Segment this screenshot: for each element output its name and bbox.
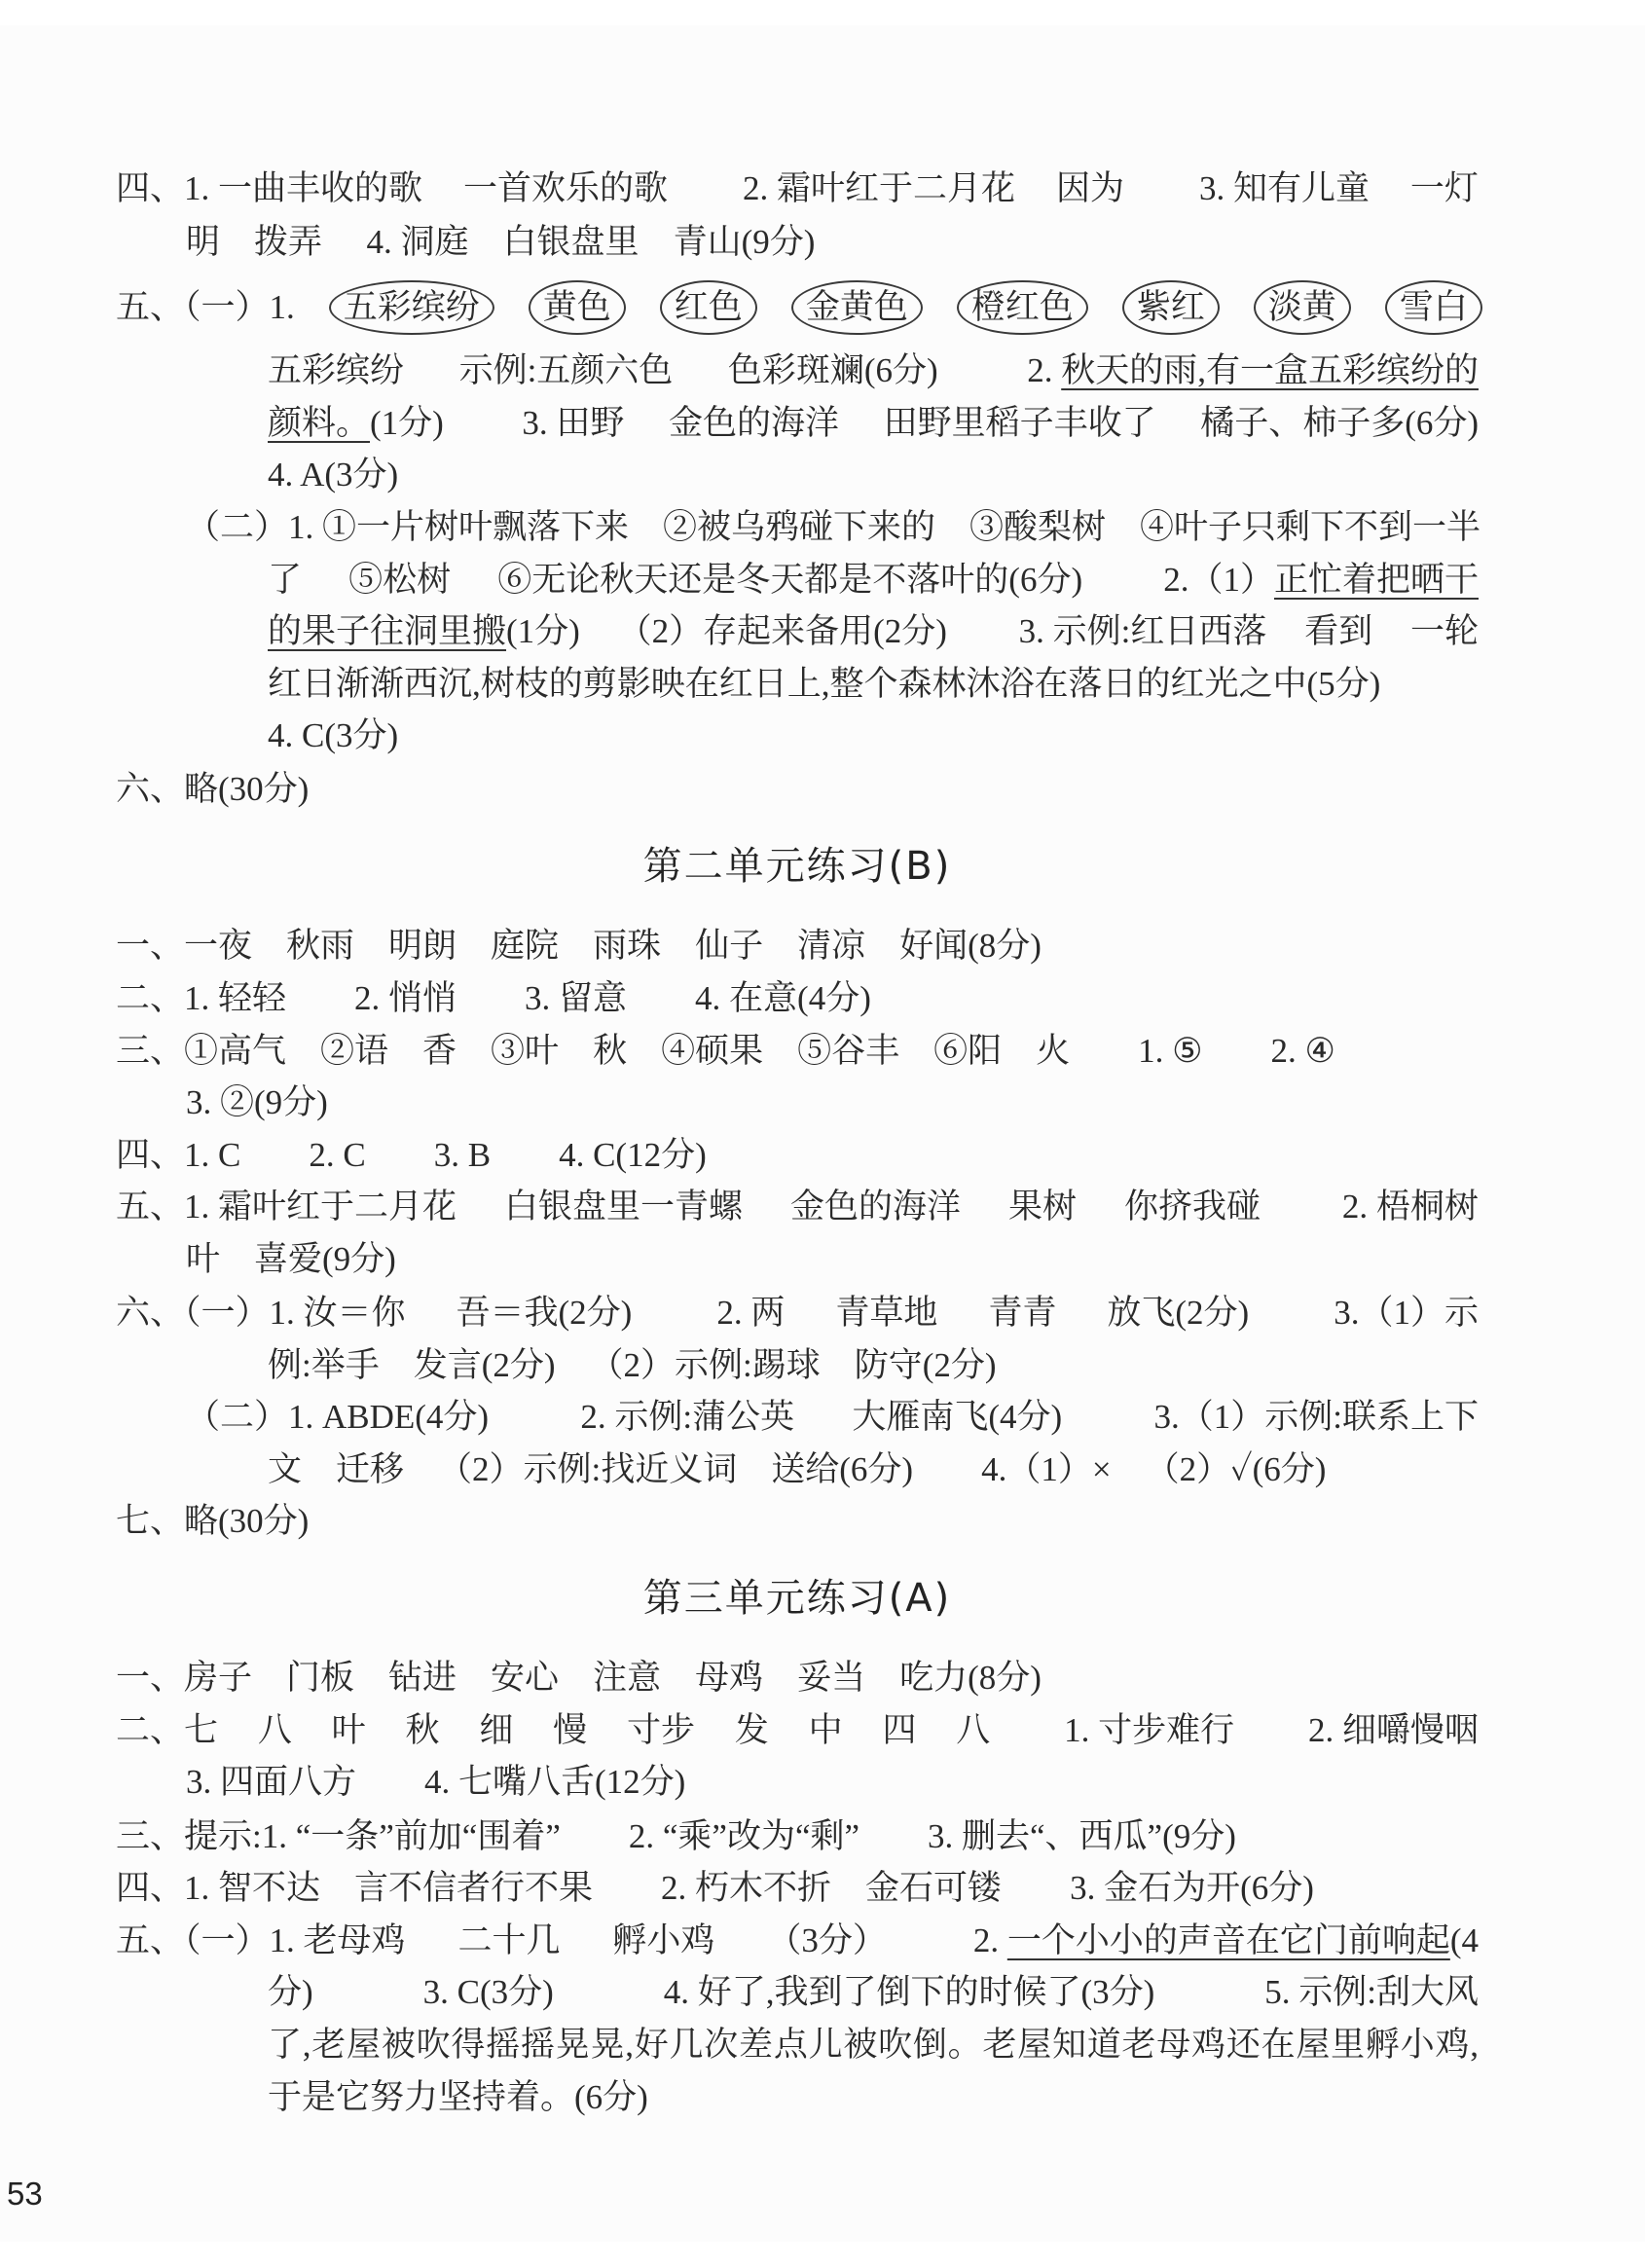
answer-line — [268, 610, 1479, 653]
answer-text: 4.（1）× — [981, 1450, 1112, 1488]
answer-line — [116, 768, 1479, 811]
answer-text: 寸步 — [626, 1711, 695, 1749]
answer-text: 2. 朽木不折 — [661, 1869, 832, 1907]
answer-text: 示例:五颜六色 — [458, 351, 674, 389]
answer-text: 安心 — [491, 1659, 560, 1697]
answer-text: 2. “乘”改为“剩” — [628, 1817, 860, 1855]
answer-item — [1027, 349, 1479, 392]
underlined-answer: 的果子往洞里搬 — [268, 612, 507, 650]
answer-line — [116, 1500, 1479, 1543]
answer-item — [1163, 559, 1479, 602]
answer-text: 4. A(3分) — [268, 456, 399, 494]
answer-text: 五、1. 霜叶红于二月花 — [116, 1188, 457, 1225]
page-number: 53 — [7, 2176, 43, 2212]
answer-text: 3. 知有儿童 — [1198, 169, 1370, 207]
answer-text: ③酸梨树 — [969, 508, 1107, 546]
answer-line — [186, 1081, 1479, 1124]
answer-text: 三、提示:1. “一条”前加“围着” — [116, 1817, 561, 1855]
answer-text: 3. 金石为开(6分) — [1070, 1869, 1314, 1907]
circled-word: 金黄色 — [791, 280, 923, 335]
answer-text: 火 — [1036, 1032, 1071, 1070]
answer-line — [116, 925, 1479, 968]
answer-line — [116, 286, 1479, 329]
answer-text: ④叶子只剩下不到一半 — [1140, 508, 1481, 546]
answer-text: 3. 删去“、西瓜”(9分) — [928, 1817, 1236, 1855]
answer-text: (1分) — [506, 612, 580, 650]
answer-text: 3. C(3分) — [422, 1973, 554, 2011]
answer-text: 4. C(12分) — [559, 1136, 707, 1174]
answer-text: 1. 寸步难行 — [1064, 1711, 1235, 1749]
answer-text: 一轮 — [1409, 612, 1479, 650]
circled-word: 黄色 — [529, 280, 626, 335]
answer-text: 青青 — [988, 1294, 1057, 1332]
answer-text: 2. 霜叶红于二月花 — [742, 169, 1015, 207]
answer-text: （3分） — [767, 1921, 887, 1959]
answer-text: 妥当 — [797, 1659, 866, 1697]
circled-word: 雪白 — [1385, 280, 1482, 335]
answer-line — [186, 1396, 1479, 1439]
answer-text: ⑥无论秋天还是冬天都是不落叶的(6分) — [497, 561, 1083, 599]
answer-text: 秋 — [593, 1032, 628, 1070]
answer-text: 母鸡 — [695, 1659, 764, 1697]
answer-text: 白银盘里 — [502, 223, 640, 261]
answer-line — [268, 454, 1479, 496]
answer-line — [186, 1761, 1479, 1804]
answer-text: （2）✓(6分) — [1145, 1450, 1327, 1488]
answer-item — [973, 1920, 1479, 1962]
circled-word: 橙红色 — [957, 280, 1088, 335]
answer-text: 金色的海洋 — [789, 1188, 961, 1225]
answer-item — [268, 610, 580, 653]
answer-text: （二）1. ①一片树叶飘落下来 — [186, 508, 630, 546]
answer-text: 了 — [268, 561, 303, 599]
answer-text: ④硕果 — [661, 1032, 764, 1070]
answer-text: 田野里稻子丰收了 — [883, 404, 1156, 442]
answer-line — [116, 1815, 1479, 1858]
answer-text: 2. 细嚼慢咽 — [1307, 1711, 1479, 1749]
answer-text: 4. C(3分) — [268, 716, 399, 754]
answer-text: (1分) — [370, 404, 444, 442]
answer-text: 三、①高气 — [116, 1032, 287, 1070]
answer-text: 仙子 — [695, 927, 764, 965]
underlined-answer: 秋天的雨,有一盒五彩缤纷的 — [1061, 351, 1479, 389]
answer-text: 四、1. 一曲丰收的歌 — [116, 169, 423, 207]
answer-text: （2）示例:找近义词 — [438, 1450, 738, 1488]
answer-text: 四、1. 智不达 — [116, 1869, 321, 1907]
answer-text: 3.（1）示 — [1334, 1294, 1479, 1332]
answer-line — [116, 1292, 1479, 1335]
answer-text: 门板 — [286, 1659, 355, 1697]
answer-line — [268, 663, 1479, 706]
unit-title: 第三单元练习(A) — [642, 1576, 952, 1621]
underlined-answer: 正忙着把晒干 — [1273, 561, 1479, 599]
answer-text: 吃力(8分) — [899, 1659, 1042, 1697]
answer-text: 迁移 — [336, 1450, 405, 1488]
answer-text: 白银盘里一青螺 — [503, 1188, 743, 1225]
answer-text: 一、房子 — [116, 1659, 253, 1697]
answer-text: 庭院 — [491, 927, 560, 965]
answer-text: 大雁南飞(4分) — [852, 1398, 1063, 1436]
answer-text: 你挤我碰 — [1123, 1188, 1261, 1225]
answer-line — [116, 1709, 1479, 1752]
circled-word: 红色 — [660, 280, 757, 335]
answer-text: 5. 示例:刮大风 — [1264, 1973, 1479, 2011]
answer-text: 叶 — [186, 1240, 221, 1278]
answer-text: 2. 示例:蒲公英 — [580, 1398, 795, 1436]
answer-text: 2. ④ — [1270, 1032, 1335, 1070]
answer-text: 发 — [734, 1711, 769, 1749]
answer-line — [268, 559, 1479, 602]
answer-text: 孵小鸡 — [612, 1921, 715, 1959]
answer-text: 注意 — [593, 1659, 662, 1697]
answer-line — [116, 1186, 1479, 1228]
answer-text: ⑤谷丰 — [797, 1032, 900, 1070]
answer-text: 六、（一）1. 汝＝你 — [116, 1294, 406, 1332]
answer-text: 放飞(2分) — [1107, 1294, 1250, 1332]
answer-line — [186, 1238, 1479, 1281]
answer-text: 清凉 — [797, 927, 866, 965]
answer-text: 4. 洞庭 — [366, 223, 469, 261]
answer-text: 慢 — [553, 1711, 588, 1749]
scan-margin-top — [0, 0, 1645, 25]
answer-text: 青山(9分) — [673, 223, 816, 261]
answer-line — [268, 714, 1479, 757]
answer-line — [116, 977, 1479, 1020]
answer-text: 因为 — [1055, 169, 1124, 207]
answer-text: 3.（1）示例:联系上下 — [1153, 1398, 1479, 1436]
answer-text: 一首欢乐的歌 — [462, 169, 668, 207]
answer-text: （二）1. ABDE(4分) — [186, 1398, 490, 1436]
answer-text: 中 — [808, 1711, 843, 1749]
answer-line — [116, 1920, 1479, 1962]
answer-line — [268, 1344, 1479, 1387]
answer-text: 好闻(8分) — [899, 927, 1042, 965]
answer-text: 秋 — [405, 1711, 440, 1749]
answer-text: 例:举手 — [268, 1346, 380, 1384]
answer-text: 叶 — [331, 1711, 366, 1749]
answer-text: 七、略(30分) — [116, 1502, 310, 1540]
answer-text: （2）示例:踢球 — [589, 1346, 821, 1384]
answer-text: 4. 七嘴八舌(12分) — [424, 1763, 686, 1801]
answer-text: 4. 在意(4分) — [695, 979, 871, 1017]
answer-text: （2）存起来备用(2分) — [617, 612, 947, 650]
answer-text: 分) — [268, 1973, 313, 2011]
answer-line — [116, 167, 1479, 210]
underlined-answer: 颜料。 — [268, 404, 371, 442]
answer-text: 于是它努力坚持着。(6分) — [268, 2078, 648, 2116]
answer-text: 秋雨 — [286, 927, 355, 965]
unit-title: 第二单元练习(B) — [642, 844, 952, 889]
answer-text: 钻进 — [388, 1659, 457, 1697]
answer-item — [268, 402, 444, 445]
answer-text: 1. ⑤ — [1138, 1032, 1203, 1070]
answer-line — [268, 349, 1479, 392]
answer-text: 二、1. 轻轻 — [116, 979, 287, 1017]
answer-text: (4 — [1449, 1921, 1479, 1959]
answer-text: 言不信者行不果 — [354, 1869, 594, 1907]
answer-text: 八 — [257, 1711, 292, 1749]
answer-text: 吾＝我(2分) — [456, 1294, 633, 1332]
answer-text: 送给(6分) — [771, 1450, 914, 1488]
scan-margin-bottom — [0, 2242, 1645, 2268]
answer-text: 3. 四面八方 — [186, 1763, 357, 1801]
answer-text: ③叶 — [491, 1032, 560, 1070]
answer-text: 八 — [956, 1711, 991, 1749]
answer-text: 一、一夜 — [116, 927, 253, 965]
answer-text: 3. 留意 — [525, 979, 628, 1017]
circled-word: 紫红 — [1122, 280, 1220, 335]
answer-text: 2.（1） — [1163, 561, 1274, 599]
answer-text: 六、略(30分) — [116, 770, 310, 808]
answer-text: 3. 田野 — [522, 404, 625, 442]
answer-text: 果树 — [1007, 1188, 1077, 1225]
answer-text: 文 — [268, 1450, 303, 1488]
answer-line — [116, 1657, 1479, 1700]
answer-line — [268, 2024, 1479, 2067]
answer-text: 五彩缤纷 — [268, 351, 405, 389]
answer-line — [268, 2076, 1479, 2119]
answer-text: 2. — [1027, 351, 1062, 389]
answer-text: 色彩斑斓(6分) — [727, 351, 938, 389]
answer-text: 明朗 — [388, 927, 457, 965]
answer-text: 2. 梧桐树 — [1341, 1188, 1479, 1225]
answer-line — [268, 1448, 1479, 1491]
answer-text: 雨珠 — [593, 927, 662, 965]
circled-word: 五彩缤纷 — [329, 280, 494, 335]
answer-text: 四 — [882, 1711, 917, 1749]
answer-text: 防守(2分) — [854, 1346, 997, 1384]
answer-text: 一灯 — [1409, 169, 1479, 207]
answer-text: 橘子、柿子多(6分) — [1200, 404, 1479, 442]
underlined-answer: 一个小小的声音在它门前响起 — [1006, 1921, 1450, 1959]
answer-text: 4. 好了,我到了倒下的时候了(3分) — [663, 1973, 1155, 2011]
answer-text: 五、（一）1. 老母鸡 — [116, 1921, 406, 1959]
answer-text: 3. 示例:红日西落 — [1018, 612, 1267, 650]
answer-line — [116, 1134, 1479, 1177]
answer-text: 二、七 — [116, 1711, 219, 1749]
answer-text: 发言(2分) — [413, 1346, 556, 1384]
answer-text: ⑥阳 — [933, 1032, 1003, 1070]
answer-text: 2. 两 — [716, 1294, 786, 1332]
circled-word: 淡黄 — [1254, 280, 1351, 335]
answer-line — [186, 506, 1479, 549]
answer-text: 2. C — [309, 1136, 366, 1174]
answer-text: 2. 悄悄 — [354, 979, 457, 1017]
answer-text: 喜爱(9分) — [254, 1240, 396, 1278]
answer-text: 四、1. C — [116, 1136, 241, 1174]
answer-text: 五、（一）1. — [116, 288, 295, 326]
answer-text: 二十几 — [457, 1921, 561, 1959]
answer-text: 红日渐渐西沉,树枝的剪影映在红日上,整个森林沐浴在落日的红光之中(5分) — [268, 665, 1381, 703]
answer-text: 香 — [422, 1032, 457, 1070]
answer-text: 青草地 — [835, 1294, 938, 1332]
answer-text: 3. B — [433, 1136, 492, 1174]
answer-line — [116, 1867, 1479, 1910]
answer-text: 3. ②(9分) — [186, 1083, 328, 1121]
answer-text: 金石可镂 — [865, 1869, 1003, 1907]
answer-text: 了,老屋被吹得摇摇晃晃,好几次差点儿被吹倒。老屋知道老母鸡还在屋里孵小鸡, — [268, 2026, 1479, 2064]
answer-line — [116, 1030, 1479, 1073]
answer-line — [186, 221, 1479, 264]
answer-text: ②语 — [320, 1032, 389, 1070]
answer-line — [268, 402, 1479, 445]
answer-text: 看到 — [1304, 612, 1373, 650]
answer-text: 拨弄 — [254, 223, 323, 261]
answer-text: ②被乌鸦碰下来的 — [663, 508, 936, 546]
answer-text: 2. — [972, 1921, 1007, 1959]
answer-text: 细 — [479, 1711, 514, 1749]
answer-text: ⑤松树 — [348, 561, 452, 599]
answer-line — [268, 1971, 1479, 2014]
answer-text: 明 — [186, 223, 221, 261]
answer-text: 金色的海洋 — [669, 404, 840, 442]
